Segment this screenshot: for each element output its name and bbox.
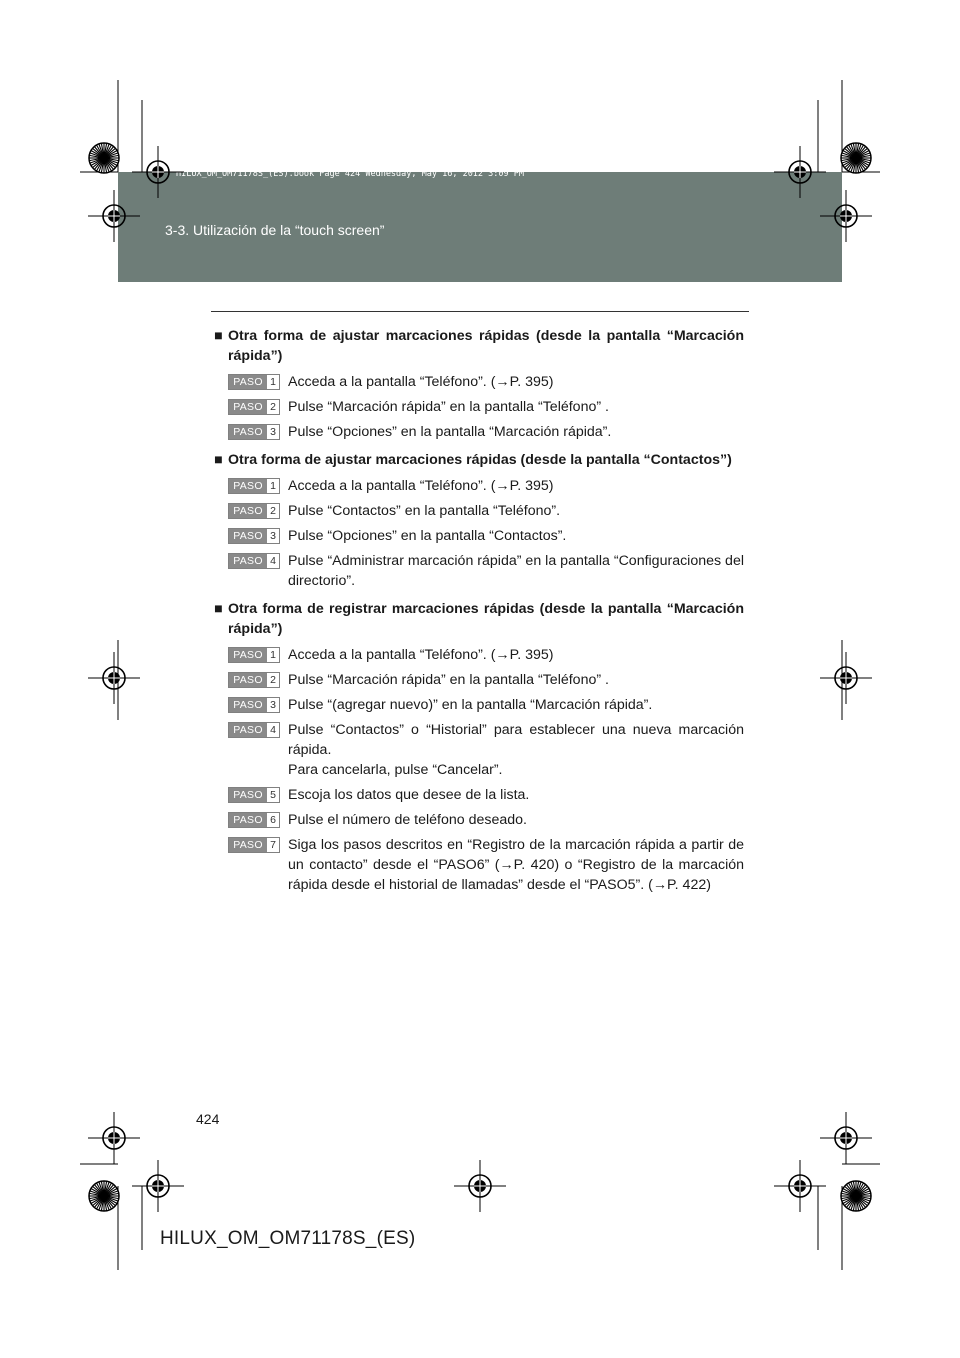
instruction-section	[214, 326, 744, 442]
step-badge-label: PASO	[229, 479, 267, 493]
step-badge-label: PASO	[229, 425, 267, 439]
square-bullet-icon: ■	[214, 601, 223, 617]
step-item	[214, 422, 744, 442]
step-text-line: Siga los pasos descritos en “Registro de la marcación rápida a partir de un contacto” desde el “PASO6” (→P. 420) o “Registro de la marcación rápida desde el historial de llamadas” desde el “PASO5”. (→P. 422)	[288, 837, 744, 893]
step-item	[214, 397, 744, 417]
step-text-line: Acceda a la pantalla “Teléfono”. (→P. 395)	[288, 374, 554, 390]
step-badge	[228, 697, 280, 713]
step-badge-label: PASO	[229, 813, 267, 827]
step-badge-label: PASO	[229, 504, 267, 518]
step-text	[288, 835, 744, 895]
document-code: HILUX_OM_OM71178S_(ES)	[160, 1228, 416, 1249]
step-text-line: Pulse “Marcación rápida” en la pantalla “Teléfono” .	[288, 672, 609, 688]
step-badge-label: PASO	[229, 673, 267, 687]
step-text-line: Pulse “Contactos” en la pantalla “Teléfono”.	[288, 503, 561, 519]
step-badge-label: PASO	[229, 554, 267, 568]
step-badge-number: 3	[267, 529, 279, 543]
step-text-line: Pulse “Administrar marcación rápida” en la pantalla “Configuraciones del directorio”.	[288, 553, 744, 589]
step-badge-number: 1	[267, 479, 279, 493]
step-badge-number: 3	[267, 698, 279, 712]
step-text	[288, 526, 744, 546]
step-text-line: Pulse “Marcación rápida” en la pantalla “Teléfono” .	[288, 399, 609, 415]
step-item	[214, 810, 744, 830]
print-metadata: HILUX_OM_OM71178S_(ES).book Page 424 Wednesday, May 16, 2012 3:09 PM	[176, 169, 524, 179]
step-badge	[228, 787, 280, 803]
step-badge-number: 6	[267, 813, 279, 827]
step-badge	[228, 374, 280, 390]
step-badge	[228, 399, 280, 415]
step-badge-label: PASO	[229, 529, 267, 543]
step-badge	[228, 722, 280, 738]
step-item	[214, 785, 744, 805]
step-badge	[228, 503, 280, 519]
step-text	[288, 397, 744, 417]
step-text	[288, 645, 744, 665]
step-badge	[228, 647, 280, 663]
step-badge-label: PASO	[229, 838, 267, 852]
step-badge-number: 5	[267, 788, 279, 802]
crosshair-target-icon	[820, 1112, 872, 1164]
sunburst-target-icon	[89, 143, 119, 173]
step-badge	[228, 478, 280, 494]
step-badge-number: 2	[267, 400, 279, 414]
top-rule	[211, 311, 749, 312]
step-badge-label: PASO	[229, 698, 267, 712]
step-item	[214, 476, 744, 496]
square-bullet-icon: ■	[214, 452, 223, 468]
step-text-line: Escoja los datos que desee de la lista.	[288, 787, 530, 803]
section-title-text: Otra forma de ajustar marcaciones rápidas (desde la pantalla “Marcación rápida”)	[228, 328, 744, 364]
crosshair-target-icon	[820, 652, 872, 704]
step-text-line: Pulse “Opciones” en la pantalla “Marcación rápida”.	[288, 424, 612, 440]
step-text-line: Pulse “Opciones” en la pantalla “Contactos”.	[288, 528, 567, 544]
page-content	[214, 326, 744, 903]
section-title	[214, 599, 744, 639]
crosshair-target-icon	[88, 652, 140, 704]
step-item	[214, 720, 744, 780]
step-text-line: Acceda a la pantalla “Teléfono”. (→P. 395)	[288, 478, 554, 494]
step-text	[288, 695, 744, 715]
step-badge-label: PASO	[229, 723, 267, 737]
section-header: 3-3. Utilización de la “touch screen”	[165, 222, 385, 238]
step-badge-label: PASO	[229, 788, 267, 802]
step-badge-number: 7	[267, 838, 279, 852]
sunburst-target-icon	[841, 1181, 871, 1211]
step-item	[214, 645, 744, 665]
step-badge-number: 2	[267, 504, 279, 518]
step-item	[214, 835, 744, 895]
step-badge-label: PASO	[229, 375, 267, 389]
square-bullet-icon: ■	[214, 328, 223, 344]
step-text	[288, 501, 744, 521]
step-badge	[228, 424, 280, 440]
step-item	[214, 670, 744, 690]
step-badge-number: 2	[267, 673, 279, 687]
step-badge-label: PASO	[229, 400, 267, 414]
step-badge	[228, 553, 280, 569]
step-text-line: Acceda a la pantalla “Teléfono”. (→P. 395)	[288, 647, 554, 663]
section-title-text: Otra forma de registrar marcaciones rápidas (desde la pantalla “Marcación rápida”)	[228, 601, 744, 637]
step-text	[288, 670, 744, 690]
step-text	[288, 372, 744, 392]
step-text	[288, 551, 744, 591]
step-badge	[228, 672, 280, 688]
step-badge	[228, 812, 280, 828]
instruction-section	[214, 599, 744, 895]
section-title	[214, 326, 744, 366]
step-badge-number: 4	[267, 723, 279, 737]
step-text-line: Pulse el número de teléfono deseado.	[288, 812, 527, 828]
section-title-text: Otra forma de ajustar marcaciones rápidas (desde la pantalla “Contactos”)	[228, 452, 732, 468]
instruction-section	[214, 450, 744, 591]
step-badge-label: PASO	[229, 648, 267, 662]
sunburst-target-icon	[89, 1181, 119, 1211]
step-badge-number: 4	[267, 554, 279, 568]
step-item	[214, 501, 744, 521]
section-title	[214, 450, 744, 470]
page-number: 424	[196, 1111, 220, 1127]
crosshair-target-icon	[774, 1160, 826, 1212]
step-text	[288, 785, 744, 805]
step-item	[214, 695, 744, 715]
step-text-line: Pulse “Contactos” o “Historial” para establecer una nueva marcación rápida.	[288, 722, 744, 758]
step-text	[288, 476, 744, 496]
step-text-line: Pulse “(agregar nuevo)” en la pantalla “Marcación rápida”.	[288, 697, 653, 713]
crosshair-target-icon	[132, 1160, 184, 1212]
step-badge-number: 1	[267, 648, 279, 662]
step-badge	[228, 528, 280, 544]
crosshair-target-icon	[88, 1112, 140, 1164]
step-badge	[228, 837, 280, 853]
step-text	[288, 422, 744, 442]
step-item	[214, 526, 744, 546]
step-text	[288, 810, 744, 830]
step-item	[214, 372, 744, 392]
step-text-line: Para cancelarla, pulse “Cancelar”.	[288, 762, 503, 778]
step-text	[288, 720, 744, 780]
step-badge-number: 1	[267, 375, 279, 389]
step-item	[214, 551, 744, 591]
crosshair-target-icon	[454, 1160, 506, 1212]
sunburst-target-icon	[841, 143, 871, 173]
step-badge-number: 3	[267, 425, 279, 439]
